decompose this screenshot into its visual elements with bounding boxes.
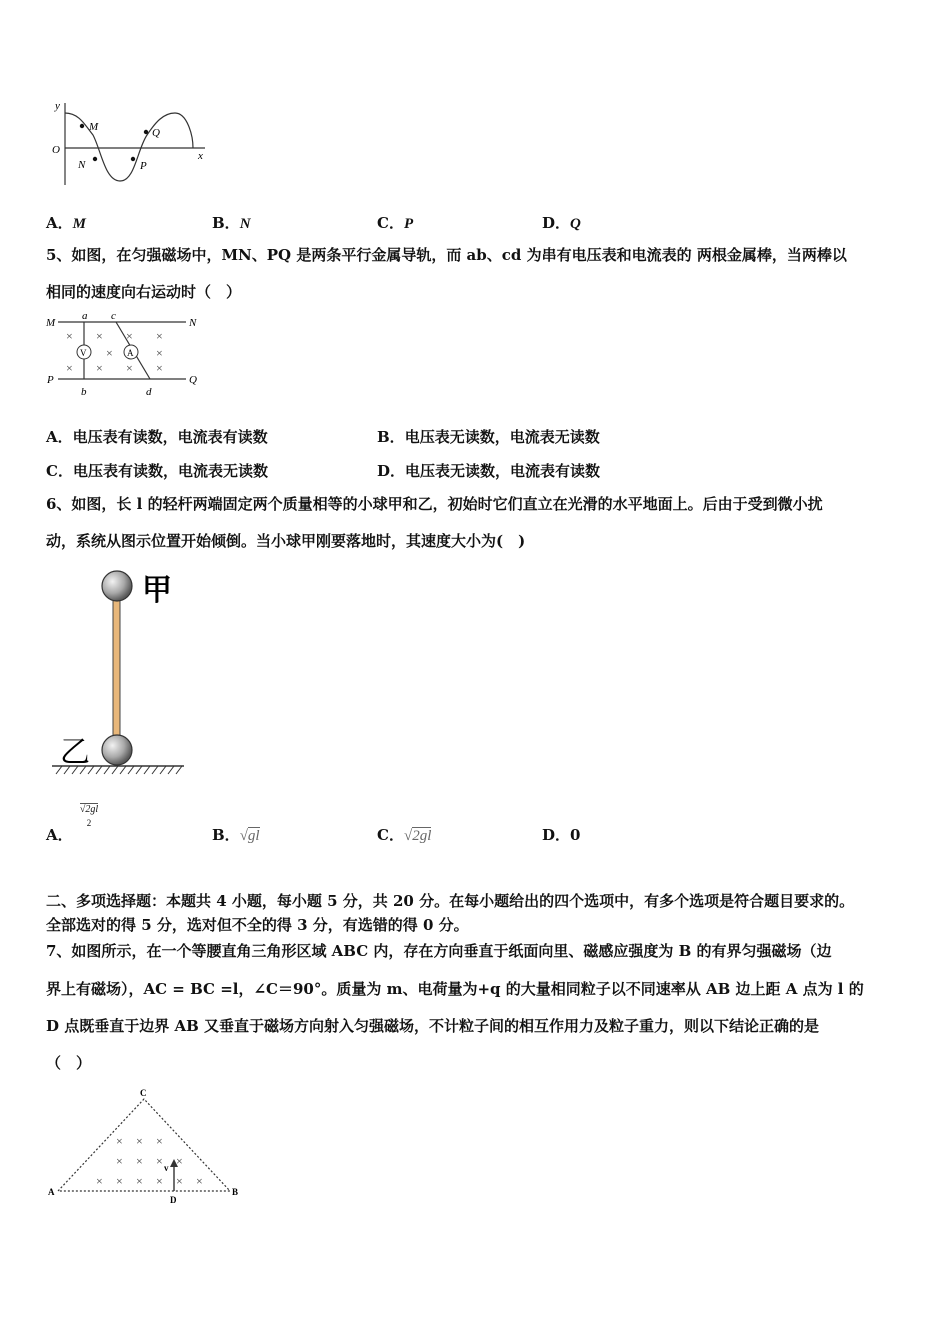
q4-option-b[interactable]: B．N bbox=[212, 214, 251, 232]
cross: × bbox=[196, 1174, 203, 1188]
origin-label: O bbox=[52, 144, 60, 156]
cross: × bbox=[156, 1134, 163, 1148]
cross: × bbox=[66, 329, 73, 343]
y-label: y bbox=[55, 100, 60, 112]
x-label: x bbox=[198, 150, 203, 162]
cross: × bbox=[126, 329, 133, 343]
q5-stem-line2: 相同的速度向右运动时（ ） bbox=[46, 283, 242, 301]
q6-stem-line2: 动，系统从图示位置开始倾倒。当小球甲刚要落地时，其速度大小为( ) bbox=[46, 532, 526, 550]
cross: × bbox=[156, 346, 163, 360]
cross: × bbox=[176, 1154, 183, 1168]
q6-option-c[interactable]: C．√2gl bbox=[377, 826, 432, 844]
q5-option-d[interactable]: D．电压表无读数，电流表有读数 bbox=[377, 462, 601, 480]
rod-balls-figure bbox=[48, 562, 193, 777]
q5-stem-line1: 5、如图，在匀强磁场中，MN、PQ 是两条平行金属导轨，而 ab、cd 为串有电压表和电流表的 两根金属棒，当两棒以 bbox=[46, 246, 847, 264]
ball-jia bbox=[102, 571, 132, 601]
p-label: P bbox=[47, 374, 54, 386]
a-label: a bbox=[82, 310, 88, 322]
q5-option-a[interactable]: A．电压表有读数，电流表有读数 bbox=[46, 428, 268, 446]
q7-stem-line1: 7、如图所示，在一个等腰直角三角形区域 ABC 内，存在方向垂直于纸面向里、磁感应强度为 B 的有界匀强磁场（边 bbox=[46, 942, 832, 960]
cross: × bbox=[156, 361, 163, 375]
yi-label: 乙 bbox=[60, 736, 90, 769]
q7-stem-line4: （ ） bbox=[46, 1054, 92, 1072]
m-label: M bbox=[89, 121, 99, 133]
c-label: c bbox=[111, 310, 116, 322]
q7-stem-line2: 界上有磁场），AC = BC =l，∠C＝90°。质量为 m、电荷量为+q 的大量相同粒子以不同速率从 AB 边上距 A 点为 l 的 bbox=[46, 980, 864, 998]
q6-option-a[interactable]: A． bbox=[46, 826, 73, 844]
cross: × bbox=[156, 1174, 163, 1188]
field-crosses bbox=[96, 1134, 203, 1188]
cross: × bbox=[96, 329, 103, 343]
q6-option-d[interactable]: D．0 bbox=[542, 826, 581, 844]
q6-stem-line1: 6、如图，长 l 的轻杆两端固定两个质量相等的小球甲和乙，初始时它们直立在光滑的水平地面上。后由于受到微小扰 bbox=[46, 495, 823, 513]
q6-option-b[interactable]: B．√gl bbox=[212, 826, 260, 844]
cross: × bbox=[136, 1174, 143, 1188]
q-label: Q bbox=[189, 374, 197, 386]
cross: × bbox=[126, 361, 133, 375]
jia-label: 甲 bbox=[142, 574, 172, 607]
ammeter-label: A bbox=[127, 348, 134, 358]
q4-option-d[interactable]: D．Q bbox=[542, 214, 581, 232]
a-label: A bbox=[48, 1187, 55, 1197]
p-label: P bbox=[140, 160, 147, 172]
q4-option-a[interactable]: A．M bbox=[46, 214, 86, 232]
cross: × bbox=[116, 1154, 123, 1168]
n-label: N bbox=[78, 159, 86, 171]
b-label: b bbox=[81, 386, 87, 398]
point-p bbox=[131, 157, 135, 161]
point-n bbox=[93, 157, 97, 161]
triangle-abc bbox=[58, 1099, 230, 1191]
cross: × bbox=[106, 346, 113, 360]
point-m bbox=[80, 124, 84, 128]
cross: × bbox=[116, 1174, 123, 1188]
q4-option-c[interactable]: C．P bbox=[377, 214, 414, 232]
rails-figure bbox=[44, 310, 204, 402]
d-label: D bbox=[170, 1195, 177, 1205]
point-q bbox=[144, 130, 148, 134]
cross: × bbox=[116, 1134, 123, 1148]
cross: × bbox=[156, 1154, 163, 1168]
q5-option-c[interactable]: C．电压表有读数，电流表无读数 bbox=[46, 462, 268, 480]
b-label: B bbox=[232, 1187, 239, 1197]
triangle-figure bbox=[46, 1085, 246, 1210]
q5-option-b[interactable]: B．电压表无读数，电流表无读数 bbox=[377, 428, 600, 446]
d-label: d bbox=[146, 386, 152, 398]
q-label: Q bbox=[152, 127, 160, 139]
q6-option-a-fraction: √2gl 2 bbox=[79, 804, 99, 828]
cross: × bbox=[96, 1174, 103, 1188]
ball-yi bbox=[102, 735, 132, 765]
q7-stem-line3: D 点既垂直于边界 AB 又垂直于磁场方向射入匀强磁场，不计粒子间的相互作用力及粒子重力，则以下结论正确的是 bbox=[46, 1017, 819, 1035]
cross: × bbox=[66, 361, 73, 375]
n-label: N bbox=[189, 317, 197, 329]
voltmeter-label: V bbox=[80, 348, 87, 358]
c-label: C bbox=[140, 1088, 147, 1098]
v-label: v bbox=[164, 1163, 169, 1173]
wave-figure bbox=[45, 95, 215, 195]
cross: × bbox=[156, 329, 163, 343]
light-rod bbox=[113, 590, 120, 750]
cross: × bbox=[136, 1134, 143, 1148]
cross: × bbox=[176, 1174, 183, 1188]
cross: × bbox=[136, 1154, 143, 1168]
section2-line2: 全部选对的得 5 分，选对但不全的得 3 分，有选错的得 0 分。 bbox=[46, 916, 469, 934]
section2-line1: 二、多项选择题：本题共 4 小题，每小题 5 分，共 20 分。在每小题给出的四个选项中，有多个选项是符合题目要求的。 bbox=[46, 892, 855, 910]
m-label: M bbox=[46, 317, 56, 329]
cross: × bbox=[96, 361, 103, 375]
